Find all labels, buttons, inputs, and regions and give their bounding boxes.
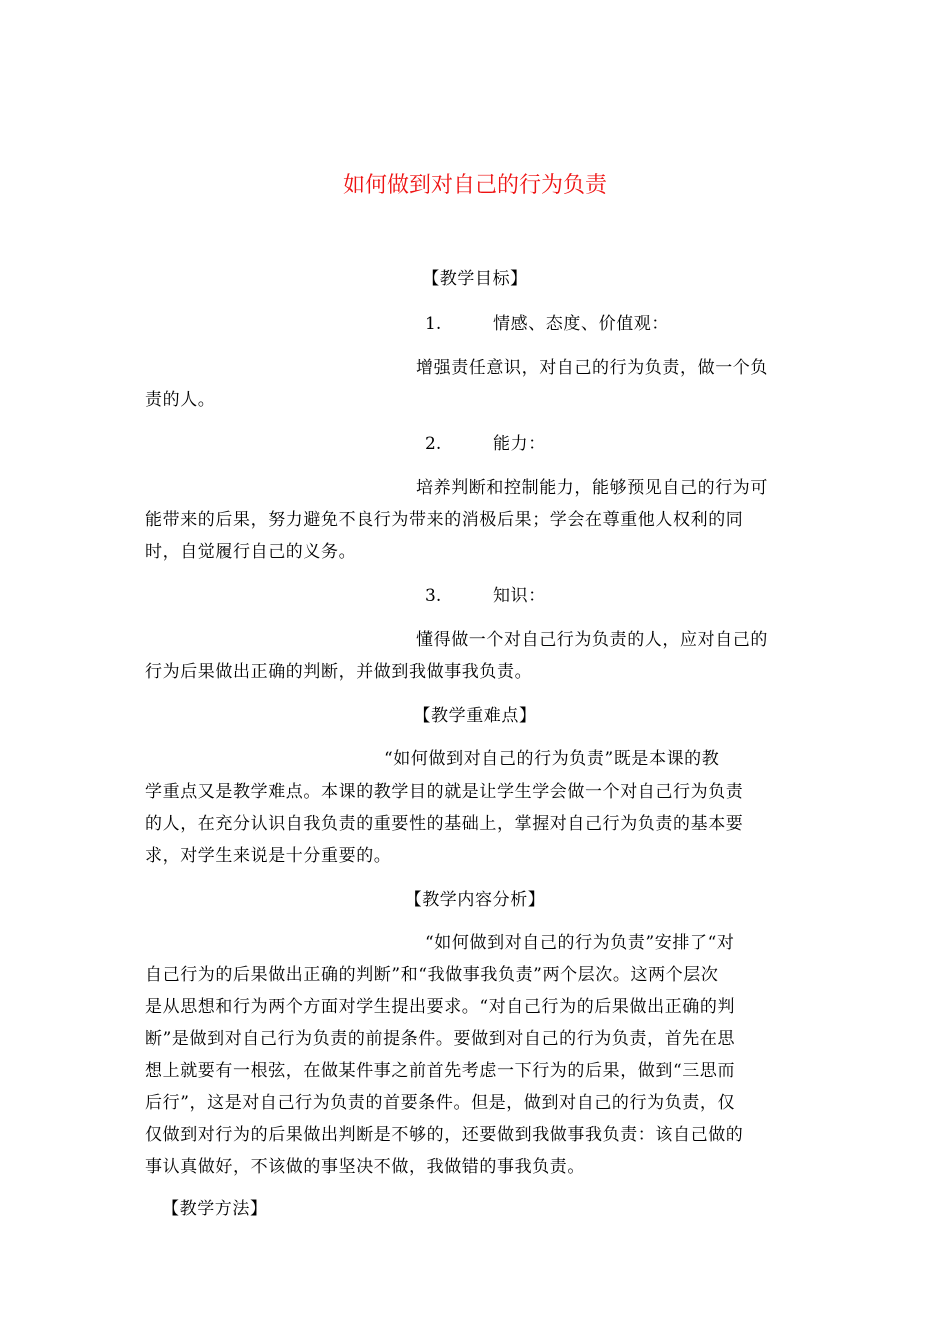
objective-item-2-label: 能力： xyxy=(493,434,546,454)
paragraph-line: 责的人。 xyxy=(145,390,216,410)
section-heading-analysis: 【教学内容分析】 xyxy=(404,890,546,910)
paragraph-line: “如何做到对自己的行为负责”安排了“对 xyxy=(425,933,735,953)
paragraph-line: 培养判断和控制能力，能够预见自己的行为可 xyxy=(416,478,768,498)
objective-item-2-number: 2. xyxy=(425,434,442,454)
objective-item-1-label: 情感、态度、价值观： xyxy=(493,314,669,334)
paragraph-line: 能带来的后果，努力避免不良行为带来的消极后果；学会在尊重他人权利的同 xyxy=(145,510,744,530)
paragraph-line: 自己行为的后果做出正确的判断”和“我做事我负责”两个层次。这两个层次 xyxy=(145,965,719,985)
paragraph-line: 事认真做好，不该做的事坚决不做，我做错的事我负责。 xyxy=(145,1157,585,1177)
paragraph-line: 是从思想和行为两个方面对学生提出要求。“对自己行为的后果做出正确的判 xyxy=(145,997,736,1017)
section-heading-methods: 【教学方法】 xyxy=(162,1199,268,1219)
paragraph-line: 仅做到对行为的后果做出判断是不够的，还要做到我做事我负责：该自己做的 xyxy=(145,1125,744,1145)
paragraph-line: 学重点又是教学难点。本课的教学目的就是让学生学会做一个对自己行为负责 xyxy=(145,782,744,802)
paragraph-line: 的人，在充分认识自我负责的重要性的基础上，掌握对自己行为负责的基本要 xyxy=(145,814,744,834)
objective-item-1-number: 1. xyxy=(425,314,442,334)
paragraph-line: 时，自觉履行自己的义务。 xyxy=(145,542,357,562)
paragraph-line: 后行”，这是对自己行为负责的首要条件。但是，做到对自己的行为负责，仅 xyxy=(145,1093,736,1113)
paragraph-line: 想上就要有一根弦，在做某件事之前首先考虑一下行为的后果，做到“三思而 xyxy=(145,1061,736,1081)
paragraph-line: 求，对学生来说是十分重要的。 xyxy=(145,846,392,866)
objective-item-3-label: 知识： xyxy=(493,586,546,606)
paragraph-line: 断”是做到对自己行为负责的前提条件。要做到对自己的行为负责，首先在思 xyxy=(145,1029,736,1049)
document-title: 如何做到对自己的行为负责 xyxy=(342,173,607,198)
paragraph-line: “如何做到对自己的行为负责”既是本课的教 xyxy=(384,749,720,769)
paragraph-line: 增强责任意识，对自己的行为负责，做一个负 xyxy=(416,358,768,378)
paragraph-line: 懂得做一个对自己行为负责的人，应对自己的 xyxy=(416,630,768,650)
objective-item-3-number: 3. xyxy=(425,586,442,606)
section-heading-objectives: 【教学目标】 xyxy=(422,269,528,289)
paragraph-line: 行为后果做出正确的判断，并做到我做事我负责。 xyxy=(145,662,533,682)
section-heading-key-points: 【教学重难点】 xyxy=(413,706,537,726)
